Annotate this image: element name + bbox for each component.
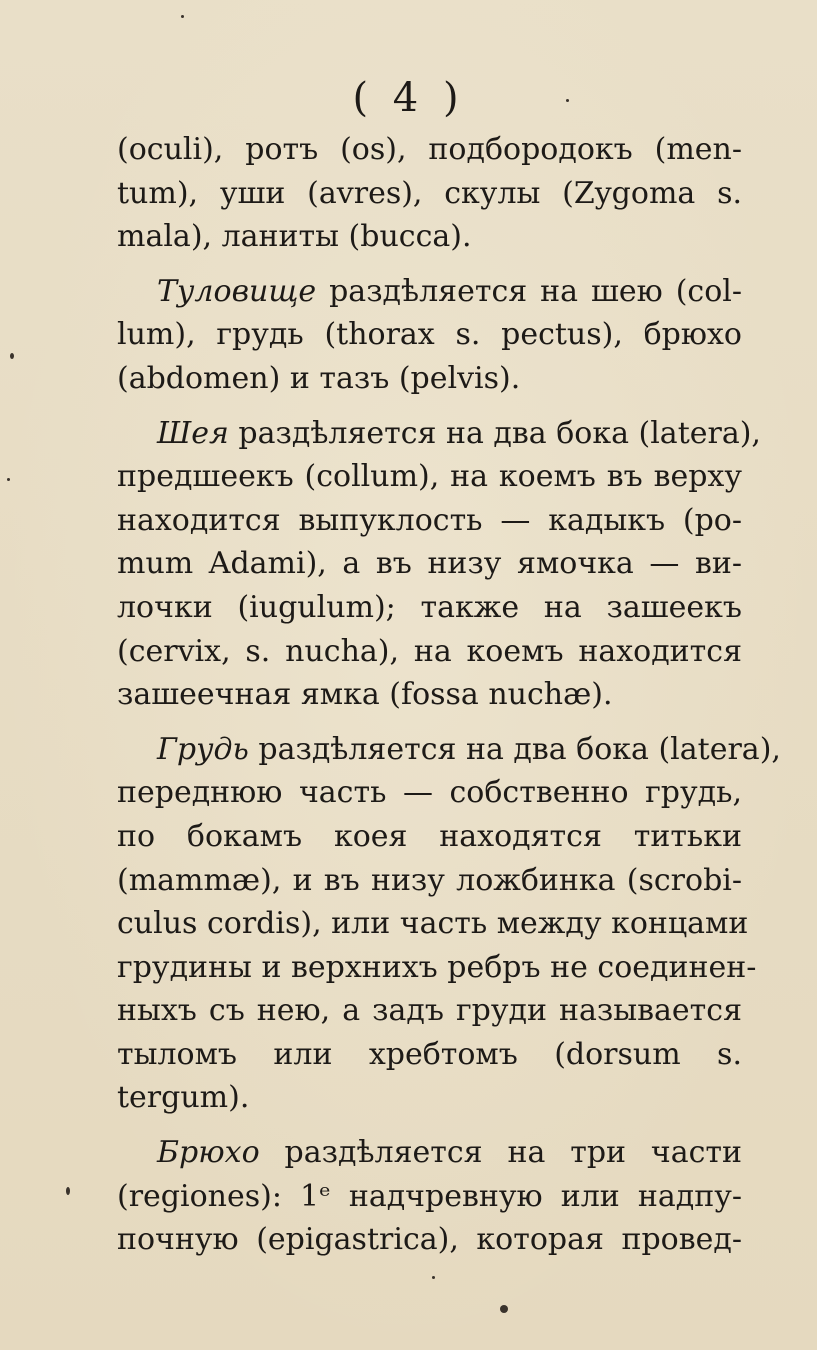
text-line: предшеекъ (collum), на коемъ въ верху [117,459,742,495]
section-term: Брюхо [157,1135,260,1171]
section-term: Туловище [157,273,317,309]
paragraph-neck [117,412,761,717]
section-term: Шея [157,415,229,451]
paper-speck [66,1187,70,1195]
text-line: Брюхо раздѣляется на три части [157,1135,742,1171]
paper-speck [181,15,184,18]
text-line: (abdomen) и тазъ (pelvis). [117,360,521,396]
text-line: ныхъ съ нею, а задъ груди называется [117,993,742,1029]
text-line: tum), уши (avres), скулы (Zygoma s. [117,175,742,211]
text-line: почную (epigastrica), которая провед- [117,1222,742,1258]
text-line: тыломъ или хребтомъ (dorsum s. [117,1036,742,1072]
text-line: lum), грудь (thorax s. pectus), брюхо [117,317,742,353]
paragraph-torso [117,270,742,401]
text-line: mala), ланиты (bucca). [117,219,472,255]
text-line: (mammæ), и въ низу ложбинка (scrobi- [117,862,742,898]
text-line: (oculi), ротъ (os), подбородокъ (men- [117,132,742,167]
text-line: (cervix, s. nucha), на коемъ находится [117,633,742,669]
paragraph-head-features [117,128,742,259]
text-line: грудины и верхнихъ ребръ не соединен- [117,949,757,985]
paper-speck [7,478,10,481]
section-term: Грудь [157,731,249,767]
paper-speck [432,1276,435,1279]
paper-speck [500,1305,508,1313]
text-line: culus cordis), или часть между концами [117,906,749,942]
text-line: находится выпуклость — кадыкъ (po- [117,502,742,538]
text-line: зашеечная ямка (fossa nuchæ). [117,677,613,713]
text-line: mum Adami), а въ низу ямочка — ви- [117,546,742,582]
text-line: (regiones): 1ᵉ надчревную или надпу- [117,1178,742,1214]
paragraph-chest [117,728,781,1120]
text-line: Грудь раздѣляется на два бока (latera), [157,731,781,767]
paper-speck [10,353,14,359]
paragraph-belly [117,1131,742,1262]
text-line: переднюю часть — собственно грудь, [117,775,742,811]
text-line: tergum). [117,1080,250,1116]
paper-speck [566,99,569,102]
text-line: Туловище раздѣляется на шею (col- [157,273,742,309]
text-line: лочки (iugulum); также на зашеекъ [117,589,742,625]
text-line: по бокамъ коея находятся титьки [117,818,742,854]
text-line: Шея раздѣляется на два бока (latera), [157,415,761,451]
page-number: ( 4 ) [352,75,465,121]
body-text [117,128,781,1273]
